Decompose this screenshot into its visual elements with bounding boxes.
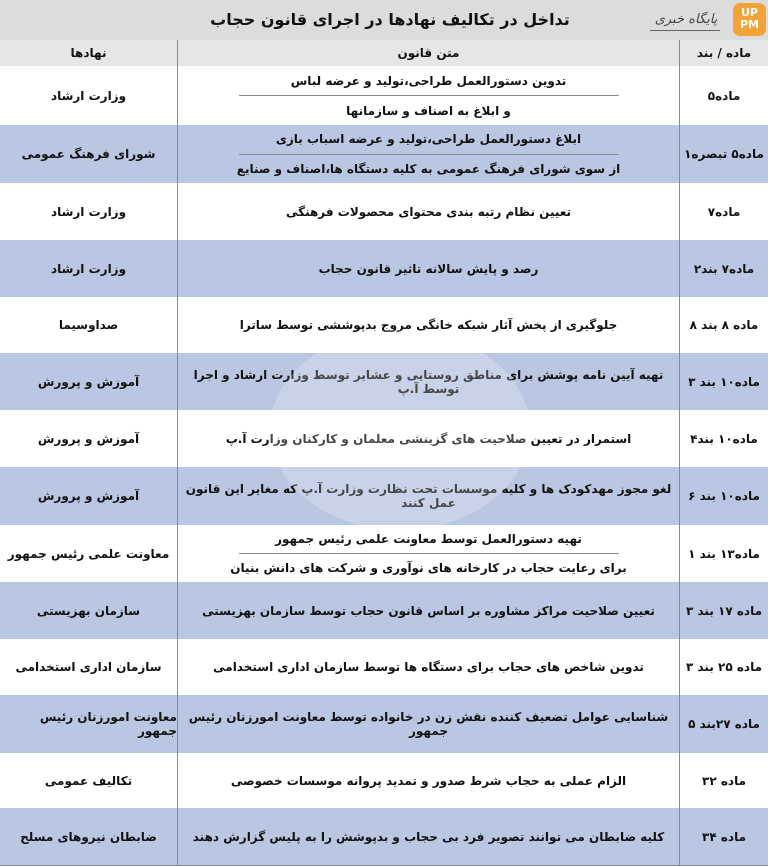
law-text-line: لغو مجوز مهدکودک ها و کلیه موسسات تحت نظارت وزارت آ.پ که مغایر این قانون عمل کنند [185,482,672,510]
institution-cell: سازمان بهزیستی [0,582,178,639]
article-cell: ماده۷ بند۲ [693,261,755,276]
law-text-cell [178,297,680,353]
article-cell: ماده ۲۷بند ۵ [688,717,760,731]
institution-cell: ضابطان نیروهای مسلح [0,808,178,865]
cell-divider [239,154,619,155]
law-text-cell [178,410,680,467]
law-text-line: و ابلاغ به اصناف و سازمانها [346,103,511,118]
article-cell: ماده۱۰ بند۴ [690,431,758,446]
table-row [0,695,768,754]
article-cell: ماده ۸ بند ۸ [689,318,759,332]
law-text-cell [178,240,680,297]
law-text-cell [178,808,680,865]
article-cell: ماده ۲۵ بند ۳ [685,660,763,674]
institution-cell: معاونت علمی رئیس جمهور [0,525,178,582]
cell-divider [239,95,619,96]
law-text-line: تهیه دستورالعمل توسط معاونت علمی رئیس جمهور [275,532,582,546]
law-text-line: تهیه آیین نامه پوشش برای مناطق روستایی و عشایر توسط وزارت ارشاد و اجرا توسط آ.پ [193,367,664,396]
site-logo: UP PM [733,3,766,36]
law-text-line: از سوی شورای فرهنگ عمومی به کلیه دستگاه ها،اصناف و صنایع [236,161,621,176]
law-text-line: برای رعایت حجاب در کارخانه های نوآوری و شرکت های دانش بنیان [230,561,627,575]
law-text-cell [178,639,680,695]
law-text-line: تدوین دستورالعمل طراحی،تولید و عرضه لباس [290,73,567,88]
institution-cell: آموزش و پرورش [0,410,178,467]
table-row [0,183,768,241]
law-text-line: کلیه ضابطان می توانند تصویر فرد بی حجاب و بدپوشش را به پلیس گزارش دهند [192,829,665,844]
law-text-line: تعیین صلاحیت مراکز مشاوره بر اساس قانون حجاب توسط سازمان بهزیستی [202,603,655,618]
law-text-cell [178,525,680,582]
law-text-line: رصد و پایش سالانه تاثیر قانون حجاب [318,261,539,276]
table-row [0,808,768,866]
table-row [0,125,768,184]
institution-cell: سازمان اداری استخدامی [0,639,178,695]
law-text-cell [178,125,680,183]
article-cell: ماده۷ [707,204,741,219]
institution-cell: وزارت ارشاد [0,183,178,240]
header-institutions: نهادها [0,40,178,66]
institution-cell: صداوسیما [0,297,178,353]
law-text-line: شناسایی عوامل تضعیف کننده نقش زن در خانواده توسط معاونت امورزنان رئیس جمهور [188,710,669,738]
cell-divider [239,553,619,554]
institution-cell: معاونت امورزنان رئیس جمهور [0,695,178,753]
table-row [0,410,768,468]
law-text-cell [178,695,680,753]
table-row [0,753,768,809]
page-title: تداخل در تکالیف نهادها در اجرای قانون حجاب [210,10,570,29]
institution-cell: آموزش و پرورش [0,353,178,410]
institution-cell: آموزش و پرورش [0,467,178,525]
brand-logo-text: پایگاه خبری [654,12,718,27]
institution-cell: وزارت ارشاد [0,66,178,125]
institution-cell: وزارت ارشاد [0,240,178,297]
law-text-line: ابلاغ دستورالعمل طراحی،تولید و عرضه اسباب بازی [275,132,582,147]
table-row [0,525,768,583]
header-law-text: متن قانون [178,40,680,66]
law-text-line: تعیین نظام رتبه بندی محتوای محصولات فرهنگی [285,204,572,219]
law-text-line: تدوین شاخص های حجاب برای دستگاه ها توسط سازمان اداری استخدامی [213,660,644,674]
brand-underline [650,30,720,31]
table-header [0,40,768,67]
table-row [0,353,768,411]
law-text-line: استمرار در تعیین صلاحیت های گزینشی معلمان و کارکنان وزارت آ.پ [225,431,632,446]
header-article: ماده / بند [696,46,752,60]
law-text-line: الزام عملی به حجاب شرط صدور و تمدید پروانه موسسات خصوصی [230,773,627,788]
law-text-line: جلوگیری از پخش آثار شبکه خانگی مروج بدپوششی توسط ساترا [239,318,618,332]
article-cell: ماده۵ تبصره۱ [684,147,764,161]
law-text-cell [178,183,680,240]
table-row [0,582,768,640]
article-cell: ماده۵ [707,88,741,103]
article-cell: ماده ۳۲ [702,773,747,788]
article-cell: ماده ۳۴ [702,829,747,844]
title-bar [0,0,768,41]
law-text-cell [178,467,680,525]
table-row [0,467,768,526]
article-cell: ماده۱۰ بند ۶ [688,489,760,503]
table-row [0,297,768,354]
table-row [0,66,768,126]
law-text-cell [178,753,680,808]
article-cell: ماده ۱۷ بند ۳ [685,603,763,618]
table-row [0,240,768,298]
law-text-cell [178,582,680,639]
article-cell: ماده۱۰ بند ۳ [688,374,760,389]
law-text-cell [178,66,680,125]
institution-cell: شورای فرهنگ عمومی [0,125,178,183]
law-text-cell [178,353,680,410]
article-cell: ماده۱۳ بند ۱ [688,546,760,561]
table-row [0,639,768,696]
institution-cell: تکالیف عمومی [0,753,178,808]
